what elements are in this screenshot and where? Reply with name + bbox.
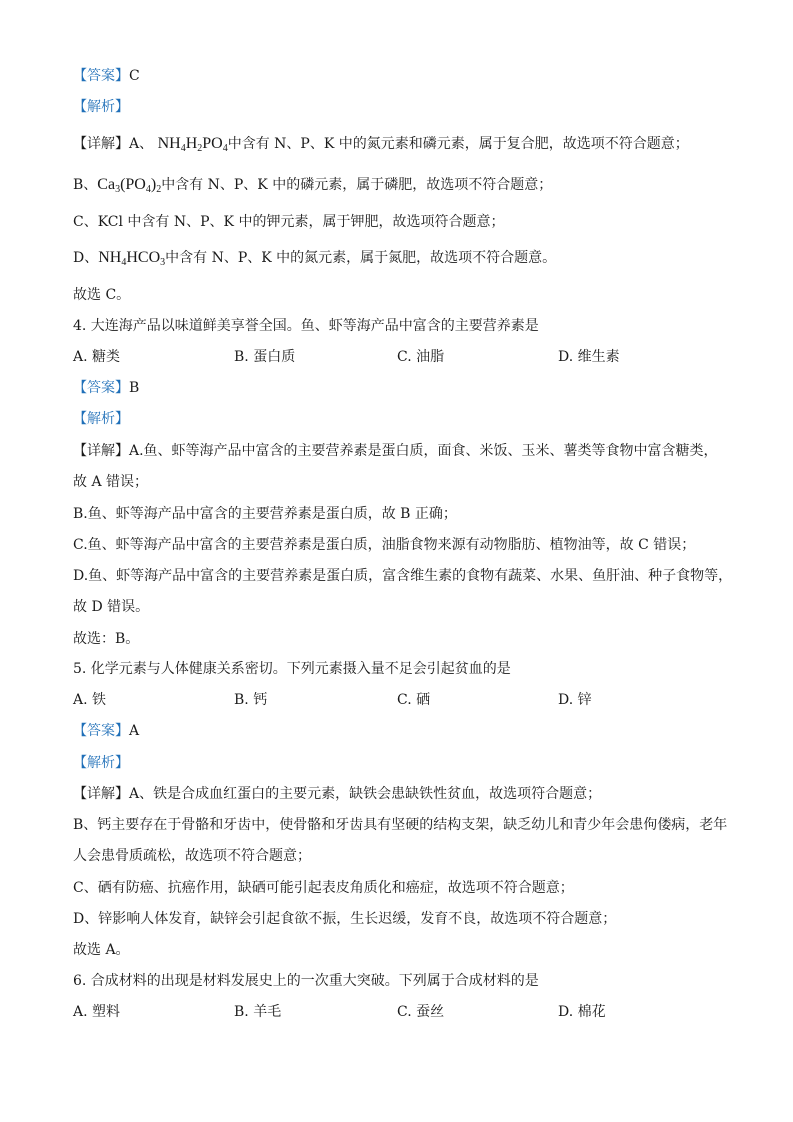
- option-prefix: D、: [73, 250, 99, 266]
- q4-answer-line: [73, 378, 139, 398]
- detail-text: A、铁是合成血红蛋白的主要元素，缺铁会患缺铁性贫血，故选项符合题意；: [129, 786, 602, 802]
- answer-label: 【答案】: [73, 723, 129, 739]
- detail-label: 【详解】: [73, 136, 129, 152]
- q3-detail-b: [73, 175, 552, 200]
- formula-nh4h2po4: $NH_4H_2PO_4$: [157, 135, 228, 154]
- q5-detail-d: D、锌影响人体发育，缺锌会引起食欲不振，生长迟缓，发育不良，故选项不符合题意；: [73, 911, 617, 927]
- q4-detail-a-cont: 故 A 错误；: [73, 474, 149, 490]
- q6-option-b: B. 羊毛: [234, 1004, 282, 1020]
- q3-detail-c: C、KCl 中含有 N、P、K 中的钾元素，属于钾肥，故选项符合题意；: [73, 214, 505, 230]
- q6-option-d: D. 棉花: [558, 1004, 606, 1020]
- q5-detail-a: [73, 784, 601, 804]
- option-prefix: B、: [73, 177, 98, 193]
- q4-option-b: B. 蛋白质: [234, 349, 296, 365]
- q4-analysis-line: [73, 409, 129, 429]
- q4-conclusion: 故选：B。: [73, 631, 140, 647]
- q3-detail-d: [73, 248, 556, 273]
- q3-detail-a: [73, 134, 689, 159]
- q6-stem: 6. 合成材料的出现是材料发展史上的一次重大突破。下列属于合成材料的是: [73, 973, 539, 989]
- q5-option-d: D. 锌: [558, 692, 592, 708]
- q6-option-a: A. 塑料: [73, 1004, 121, 1020]
- detail-label: 【详解】: [73, 786, 129, 802]
- q4-detail-d: D.鱼、虾等海产品中富含的主要营养素是蛋白质，富含维生素的食物有蔬菜、水果、鱼肝油、种子食物等，: [73, 568, 733, 584]
- q4-detail-a: [73, 441, 718, 461]
- q4-option-d: D. 维生素: [558, 349, 620, 365]
- answer-label: 【答案】: [73, 68, 129, 84]
- analysis-label: 【解析】: [73, 411, 129, 427]
- formula-ca3po42: $Ca_3(PO_4)_2$: [97, 176, 162, 195]
- q5-option-c: C. 硒: [397, 692, 431, 708]
- q4-detail-b: B.鱼、虾等海产品中富含的主要营养素是蛋白质，故 B 正确；: [73, 506, 457, 522]
- q4-answer-value: B: [129, 380, 140, 396]
- analysis-label: 【解析】: [73, 99, 129, 115]
- q5-option-a: A. 铁: [73, 692, 107, 708]
- q5-analysis-line: [73, 753, 129, 773]
- answer-label: 【答案】: [73, 380, 129, 396]
- q3-answer-value: C: [129, 68, 140, 84]
- formula-nh4hco3: $NH_4HCO_3$: [98, 249, 166, 268]
- detail-text: 中含有 N、P、K 中的氮元素，属于氮肥，故选项不符合题意。: [165, 250, 557, 266]
- q4-detail-d-cont: 故 D 错误。: [73, 599, 150, 615]
- option-prefix: A、: [129, 136, 154, 152]
- q5-detail-b: B、钙主要存在于骨骼和牙齿中，使骨骼和牙齿具有坚硬的结构支架，缺乏幼儿和青少年会患佝偻病，老年: [73, 817, 728, 833]
- q5-conclusion: 故选 A。: [73, 942, 130, 958]
- analysis-label: 【解析】: [73, 755, 129, 771]
- detail-text: A.鱼、虾等海产品中富含的主要营养素是蛋白质，面食、米饭、玉米、薯类等食物中富含糖类，: [129, 443, 718, 459]
- detail-text: 中含有 N、P、K 中的氮元素和磷元素，属于复合肥，故选项不符合题意；: [227, 136, 689, 152]
- q6-option-c: C. 蚕丝: [397, 1004, 445, 1020]
- q4-option-a: A. 糖类: [73, 349, 121, 365]
- q3-analysis-line: [73, 97, 129, 117]
- q3-conclusion: 故选 C。: [73, 287, 131, 303]
- q5-detail-c: C、硒有防癌、抗癌作用，缺硒可能引起表皮角质化和癌症，故选项不符合题意；: [73, 880, 574, 896]
- q4-detail-c: C.鱼、虾等海产品中富含的主要营养素是蛋白质，油脂食物来源有动物脂肪、植物油等，故 C 错误；: [73, 537, 696, 553]
- q5-answer-line: [73, 721, 139, 741]
- q5-answer-value: A: [129, 723, 140, 739]
- q5-detail-b-cont: 人会患骨质疏松，故选项不符合题意；: [73, 848, 311, 864]
- q4-stem: 4. 大连海产品以味道鲜美享誉全国。鱼、虾等海产品中富含的主要营养素是: [73, 318, 539, 334]
- detail-text: 中含有 N、P、K 中的磷元素，属于磷肥，故选项不符合题意；: [161, 177, 553, 193]
- q5-stem: 5. 化学元素与人体健康关系密切。下列元素摄入量不足会引起贫血的是: [73, 661, 511, 677]
- q4-option-c: C. 油脂: [397, 349, 445, 365]
- detail-label: 【详解】: [73, 443, 129, 459]
- q5-option-b: B. 钙: [234, 692, 268, 708]
- q3-answer-line: [73, 66, 140, 86]
